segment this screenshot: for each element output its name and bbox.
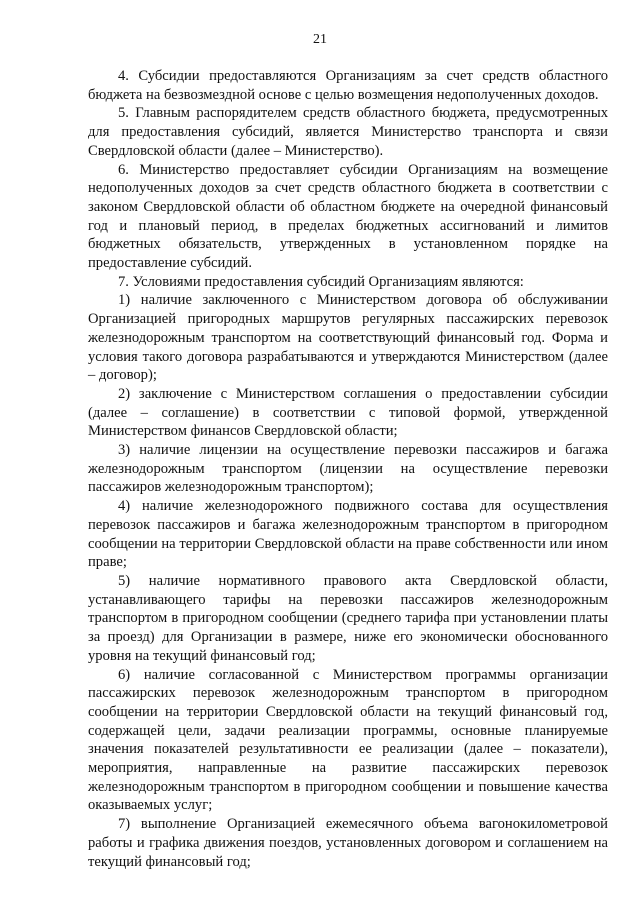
condition-item-3: 3) наличие лицензии на осуществление перевозки пассажиров и багажа железнодорожным транспортом (лицензии на осуществление перевозки пассажиров железнодорожным транспортом); bbox=[88, 442, 608, 496]
paragraph-5: 5. Главным распорядителем средств областного бюджета, предусмотренных для предоставления субсидий, является Министерство транспорта и связи Свердловской области (далее – Министерство). bbox=[88, 105, 608, 159]
document-body bbox=[88, 67, 608, 871]
condition-item-4: 4) наличие железнодорожного подвижного состава для осуществления перевозок пассажиров и багажа железнодорожным транспортом в пригородном сообщении на территории Свердловской области на праве собственности или ином праве; bbox=[88, 498, 608, 571]
condition-item-1: 1) наличие заключенного с Министерством договора об обслуживании Организацией пригородных маршрутов регулярных пассажирских перевозок железнодорожным транспортом на соответствующий финансовый год. Форма и условия такого договора разрабатываются и утверждаются Министерством (далее – договор); bbox=[88, 292, 608, 384]
paragraph-6: 6. Министерство предоставляет субсидии Организациям на возмещение недополученных доходов за счет средств областного бюджета в соответствии с законом Свердловской области об областном бюджете на очередной финансовый год и плановый период, в пределах бюджетных ассигнований и лимитов бюджетных обязательств, утвержденных в установленном порядке на предоставление субсидий. bbox=[88, 161, 608, 272]
condition-item-7: 7) выполнение Организацией ежемесячного объема вагонокилометровой работы и графика движения поездов, установленных договором и соглашением на текущий финансовый год; bbox=[88, 816, 608, 870]
paragraph-7: 7. Условиями предоставления субсидий Организациям являются: bbox=[118, 273, 524, 290]
condition-item-6: 6) наличие согласованной с Министерством программы организации пассажирских перевозок железнодорожным транспортом в пригородном сообщении на территории Свердловской области на текущий финансовый год, содержащей цели, задачи реализации программы, основные планируемые значения показателей результативности ее реализации (далее – показатели), мероприятия, направленные на развитие пассажирских перевозок железнодорожным транспортом в пригородном сообщении и повышение качества оказываемых услуг; bbox=[88, 666, 608, 814]
condition-item-5: 5) наличие нормативного правового акта Свердловской области, устанавливающего тарифы на перевозки пассажиров железнодорожным транспортом в пригородном сообщении (среднего тарифа при установлении платы за проезд) для Организации в размере, ниже его экономически обоснованного уровня на текущий финансовый год; bbox=[88, 572, 608, 664]
paragraph-4: 4. Субсидии предоставляются Организациям за счет средств областного бюджета на безвозмездной основе с целью возмещения недополученных доходов. bbox=[88, 68, 608, 103]
condition-item-2: 2) заключение с Министерством соглашения о предоставлении субсидии (далее – соглашение) в соответствии с типовой формой, утвержденной Министерством финансов Свердловской области; bbox=[88, 385, 608, 440]
page-number: 21 bbox=[313, 32, 327, 47]
